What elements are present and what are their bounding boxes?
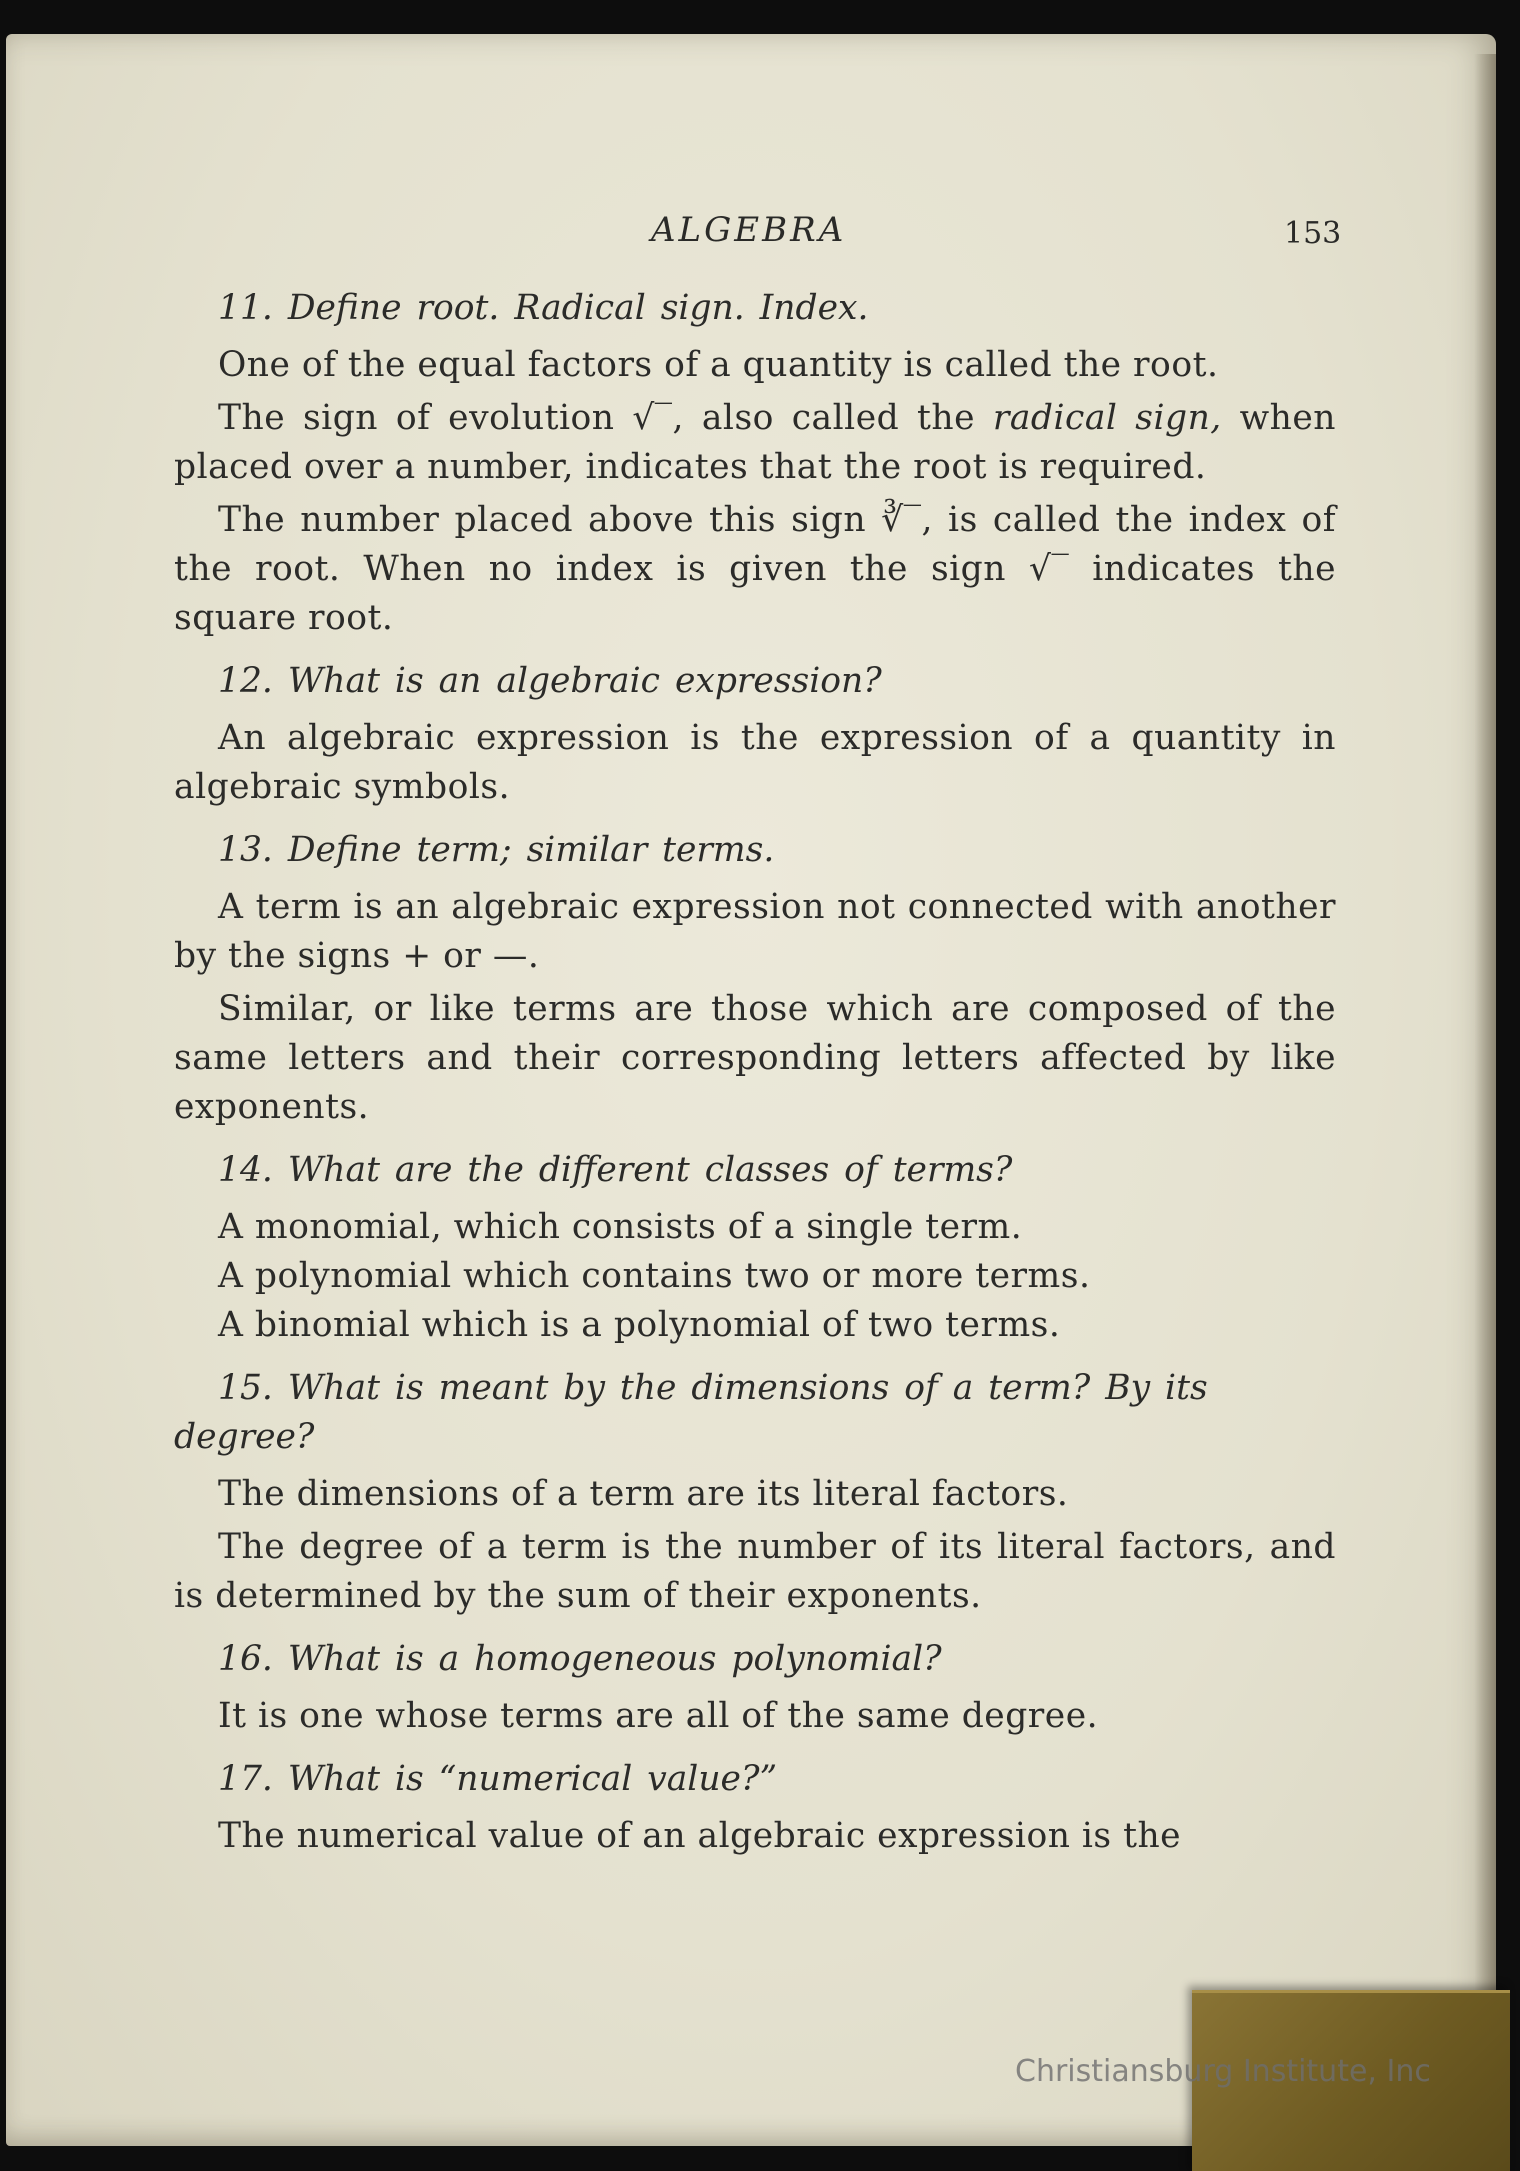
question-heading: 15. What is meant by the dimensions of a term? By its degree? bbox=[174, 1368, 1208, 1457]
answer-paragraph: The dimensions of a term are its literal factors. bbox=[218, 1474, 1069, 1514]
section-11 bbox=[174, 284, 1336, 643]
section-17 bbox=[174, 1755, 1336, 1861]
watermark-text: Christiansburg Institute, Inc bbox=[1015, 2054, 1431, 2089]
list-line: A binomial which is a polynomial of two terms. bbox=[218, 1305, 1061, 1345]
section-14 bbox=[174, 1146, 1336, 1350]
list-line: A monomial, which consists of a single term. bbox=[218, 1207, 1023, 1247]
answer-paragraph: A term is an algebraic expression not connected with another by the signs + or —. bbox=[174, 887, 1336, 976]
question-heading: 17. What is “numerical value?” bbox=[218, 1759, 778, 1799]
page-body bbox=[174, 284, 1336, 1875]
page-number: 153 bbox=[1284, 216, 1342, 251]
section-12 bbox=[174, 657, 1336, 812]
answer-paragraph: The number placed above this sign ∛‾, is called the index of the root. When no index is given the sign √‾ indicates the square root. bbox=[174, 500, 1336, 638]
section-15 bbox=[174, 1364, 1336, 1621]
answer-paragraph: The degree of a term is the number of its literal factors, and is determined by the sum of their exponents. bbox=[174, 1527, 1336, 1616]
page-edge-shadow bbox=[1474, 54, 1496, 2134]
answer-paragraph: An algebraic expression is the expression of a quantity in algebraic symbols. bbox=[174, 718, 1336, 807]
question-heading: 12. What is an algebraic expression? bbox=[218, 661, 882, 701]
answer-paragraph: Similar, or like terms are those which are composed of the same letters and their corresponding letters affected by like exponents. bbox=[174, 989, 1336, 1127]
page-header bbox=[6, 174, 1496, 251]
question-heading: 13. Define term; similar terms. bbox=[218, 830, 775, 870]
answer-paragraph: One of the equal factors of a quantity is called the root. bbox=[218, 345, 1219, 385]
section-16 bbox=[174, 1635, 1336, 1741]
answer-paragraph: The numerical value of an algebraic expression is the bbox=[218, 1816, 1182, 1856]
book-page bbox=[6, 34, 1496, 2146]
question-heading: 14. What are the different classes of terms? bbox=[218, 1150, 1013, 1190]
question-heading: 16. What is a homogeneous polynomial? bbox=[218, 1639, 942, 1679]
answer-paragraph: The sign of evolution √‾, also called the radical sign, when placed over a number, indicates that the root is required. bbox=[174, 398, 1336, 487]
running-head: ALGEBRA bbox=[651, 210, 847, 250]
question-heading: 11. Define root. Radical sign. Index. bbox=[218, 288, 869, 328]
emphasis-term: radical sign, bbox=[992, 398, 1222, 438]
list-line: A polynomial which contains two or more terms. bbox=[218, 1256, 1091, 1296]
section-13 bbox=[174, 826, 1336, 1132]
answer-paragraph: It is one whose terms are all of the same degree. bbox=[218, 1696, 1099, 1736]
